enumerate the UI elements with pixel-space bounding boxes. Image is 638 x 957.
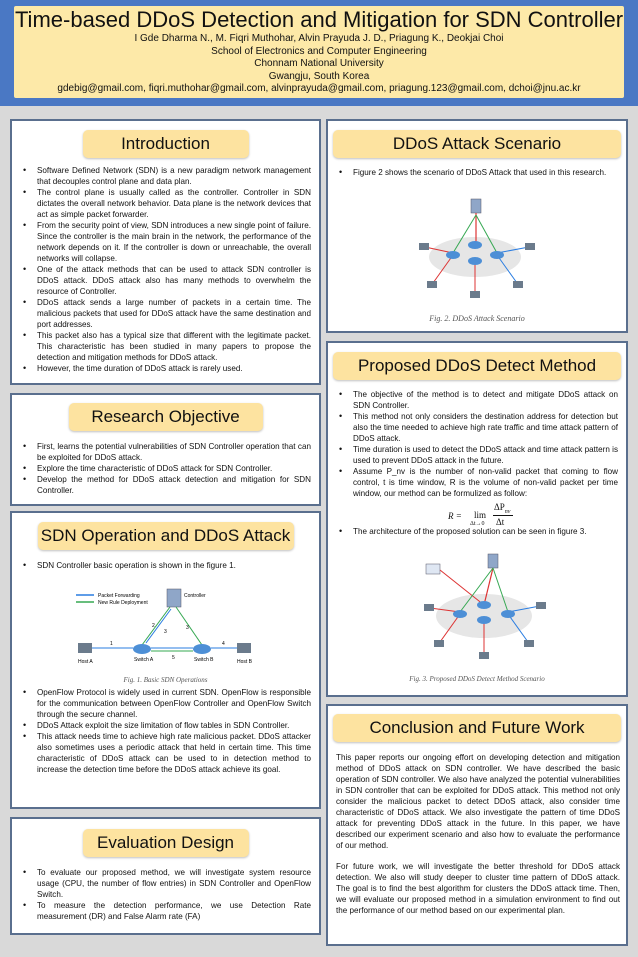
list-item: • To measure the detection performance, we use Detection Rate measurement (DR) and False Alarm rate (FA) bbox=[20, 900, 311, 922]
switch-icon bbox=[468, 257, 482, 265]
host-icon bbox=[524, 640, 534, 647]
host-icon bbox=[427, 281, 437, 288]
research-objective-panel bbox=[10, 393, 321, 506]
controller-icon bbox=[167, 589, 181, 607]
list-item: • The architecture of the proposed solution can be seen in figure 3. bbox=[336, 526, 618, 537]
list-item: • However, the time duration of DDoS attack is rarely used. bbox=[20, 363, 311, 374]
formula-denominator: Δt bbox=[496, 517, 505, 527]
host-icon bbox=[470, 291, 480, 298]
step-number: 3 bbox=[186, 625, 189, 631]
host-icon bbox=[78, 643, 92, 653]
step-number: 5 bbox=[172, 655, 175, 661]
formula-lim: lim bbox=[474, 510, 487, 520]
switch-icon bbox=[490, 251, 504, 259]
list-item: • The objective of the method is to detect and mitigate DDoS attack on SDN Controller. bbox=[336, 389, 618, 411]
conclusion-body bbox=[336, 752, 620, 916]
numerator-text: ΔP bbox=[494, 502, 505, 512]
controller-icon bbox=[471, 199, 481, 213]
university: Chonnam National University bbox=[254, 58, 384, 69]
formula-lhs: R = bbox=[448, 511, 462, 521]
list-item: • DDoS attack sends a large number of packets in a certain time. The malicious packets that used for DDoS attack have the same destination and port addresses. bbox=[20, 297, 311, 330]
list-item: • Time duration is used to detect the DDoS attack and time attack pattern is used to prevent DDoS attack in the future. bbox=[336, 444, 618, 466]
legend-rule: New Rule Deployment bbox=[98, 600, 148, 606]
scenario-list bbox=[336, 167, 616, 178]
flow-collector-icon bbox=[426, 564, 440, 574]
switch-icon bbox=[453, 610, 467, 618]
emails: gdebig@gmail.com, fiqri.muthohar@gmail.com, alvinprayuda@gmail.com, priagung.123@gmail.com, dchoi@jnu.ac.kr bbox=[57, 83, 581, 94]
figure-caption: Fig. 1. Basic SDN Operations bbox=[123, 676, 208, 684]
section-heading: Proposed DDoS Detect Method bbox=[333, 352, 621, 380]
figure-basic-sdn bbox=[72, 585, 262, 675]
controller-icon bbox=[488, 554, 498, 568]
list-item: • Explore the time characteristic of DDoS attack for SDN Controller. bbox=[20, 463, 311, 474]
switch-icon bbox=[133, 644, 151, 654]
step-number: 4 bbox=[222, 641, 225, 647]
scenario-panel bbox=[326, 119, 628, 333]
list-item: • To evaluate our proposed method, we will investigate system resource usage (CPU, the number of flow entries) in SDN Controller and OpenFlow Switch. bbox=[20, 867, 311, 900]
conclusion-panel bbox=[326, 704, 628, 946]
school: School of Electronics and Computer Engineering bbox=[211, 45, 427, 57]
switch-icon bbox=[193, 644, 211, 654]
figure-caption: Fig. 3. Proposed DDoS Detect Method Scenario bbox=[409, 675, 545, 683]
proposed-method-panel bbox=[326, 341, 628, 697]
proposed-list-2 bbox=[336, 526, 618, 537]
formula-numerator bbox=[494, 502, 510, 515]
step-number: 2 bbox=[152, 623, 155, 629]
host-icon bbox=[237, 643, 251, 653]
switch-a-label: Switch A bbox=[134, 657, 154, 663]
switch-b-label: Switch B bbox=[194, 657, 214, 663]
title-banner bbox=[14, 6, 624, 98]
formula-lim-sub: Δt→0 bbox=[470, 521, 485, 527]
conclusion-paragraph: This paper reports our ongoing effort on developing detection and mitigation method of DDoS attack on SDN controller. We have described the basic operation of SDN controller. We also have analyzed the potential vulnerabilities in SDN controller that can be exploited for DDoS attack. This method not only consider the malicious packet to detect DDoS attack, also consider time characteristic of DDoS attack. We also investigate the pattern of time DDoS attack for preventing DDoS attack in the future. In this paper, we have described our experiment scenario and also how to evaluate the performance of our method. bbox=[336, 753, 620, 850]
future-work-paragraph: For future work, we will investigate the better threshold for DDoS attack detection. We also will study deeper to cluster time pattern of DDoS attack. The goal is to find the best algorithm for clusters the DDoS attack time. Then, we will evaluate our proposed method in a simulation environment to find out the performance of our method based on our experimental plan. bbox=[336, 862, 620, 915]
sdn-operation-panel bbox=[10, 511, 321, 809]
authors: I Gde Dharma N., M. Fiqri Muthohar, Alvin Prayuda J. D., Priagung K., Deokjai Choi bbox=[134, 33, 504, 44]
introduction-panel bbox=[10, 119, 321, 385]
sdnop-list-1 bbox=[20, 560, 311, 571]
evaluation-list bbox=[20, 867, 311, 922]
step-number: 1 bbox=[110, 641, 113, 647]
switch-icon bbox=[477, 616, 491, 624]
section-heading: SDN Operation and DDoS Attack bbox=[38, 522, 294, 550]
list-item: • The control plane is usually called as the controller. Controller in SDN dictates the overall network behavior. Data plane is the network devices that act as simple packet forwarder. bbox=[20, 187, 311, 220]
section-heading: Conclusion and Future Work bbox=[333, 714, 621, 742]
section-heading: Evaluation Design bbox=[83, 829, 249, 857]
fraction-bar bbox=[493, 515, 513, 516]
switch-icon bbox=[468, 241, 482, 249]
step-number: 3 bbox=[164, 629, 167, 635]
host-icon bbox=[419, 243, 429, 250]
switch-icon bbox=[477, 601, 491, 609]
host-icon bbox=[525, 243, 535, 250]
sdnop-list-2 bbox=[20, 687, 311, 775]
research-list bbox=[20, 441, 311, 496]
list-item: • This method not only considers the destination address for detection but also the time needed to achieve high rate traffic and time attack pattern of DDoS attack. bbox=[336, 411, 618, 444]
host-icon bbox=[424, 604, 434, 611]
list-item: • This attack needs time to achieve high rate malicious packet. DDoS attacker also sometimes uses a periodic attack that held in certain time. This time characteristic of DDoS attack can be used to in detection method to increase the detection time before the DDoS attack achieve its goal. bbox=[20, 731, 311, 775]
list-item: • This packet also has a typical size that different with the legitimate packet. This characteristic has been studied in many papers to propose the detection and mitigation methods for DDoS attack. bbox=[20, 330, 311, 363]
section-heading: Research Objective bbox=[69, 403, 263, 431]
introduction-list bbox=[20, 165, 311, 374]
list-item: • Software Defined Network (SDN) is a new paradigm network management that decouples control plane and data plan. bbox=[20, 165, 311, 187]
list-item: • First, learns the potential vulnerabilities of SDN Controller operation that can be exploited for DDoS attack. bbox=[20, 441, 311, 463]
proposed-list bbox=[336, 389, 618, 499]
switch-icon bbox=[501, 610, 515, 618]
host-icon bbox=[479, 652, 489, 659]
list-item: • Figure 2 shows the scenario of DDoS Attack that used in this research. bbox=[336, 167, 616, 178]
controller-label: Controller bbox=[184, 593, 206, 599]
switch-icon bbox=[446, 251, 460, 259]
evaluation-panel bbox=[10, 817, 321, 935]
host-icon bbox=[434, 640, 444, 647]
figure-caption: Fig. 2. DDoS Attack Scenario bbox=[429, 314, 525, 323]
section-heading: Introduction bbox=[83, 130, 249, 158]
host-a-label: Host A bbox=[78, 659, 93, 665]
poster-title: Time-based DDoS Detection and Mitigation for SDN Controller bbox=[14, 7, 624, 32]
poster-header bbox=[0, 0, 638, 106]
list-item: • From the security point of view, SDN introduces a new single point of failure. Since the controller is the main brain in the network, the performance of the network depends on it. If the controller is down or unreachable, the overall networks will collapse. bbox=[20, 220, 311, 264]
host-b-label: Host B bbox=[237, 659, 253, 665]
legend-forward: Packet Forwarding bbox=[98, 593, 140, 599]
figure-proposed-method bbox=[420, 550, 550, 668]
list-item: • DDoS Attack exploit the size limitation of flow tables in SDN Controller. bbox=[20, 720, 311, 731]
numerator-sub: nv bbox=[504, 508, 511, 515]
list-item: • OpenFlow Protocol is widely used in current SDN. OpenFlow is responsible for the communication between OpenFlow Controller and OpenFlow Switch through the secure channel. bbox=[20, 687, 311, 720]
list-item: • SDN Controller basic operation is shown in the figure 1. bbox=[20, 560, 311, 571]
list-item: • Assume P_nv is the number of non-valid packet that coming to flow control, t is time window, R is the volume of non-valid packet per time window, our method can be formulized as follow: bbox=[336, 466, 618, 499]
host-icon bbox=[513, 281, 523, 288]
section-heading: DDoS Attack Scenario bbox=[333, 130, 621, 158]
host-icon bbox=[536, 602, 546, 609]
location: Gwangju, South Korea bbox=[268, 70, 370, 82]
list-item: • One of the attack methods that can be used to attack SDN controller is DDoS attack. DDoS attack also has many methods to overwhelm the resource of Controller. bbox=[20, 264, 311, 297]
figure-ddos-scenario bbox=[413, 195, 543, 307]
list-item: • Develop the method for DDoS attack detection and mitigation for SDN Controller. bbox=[20, 474, 311, 496]
